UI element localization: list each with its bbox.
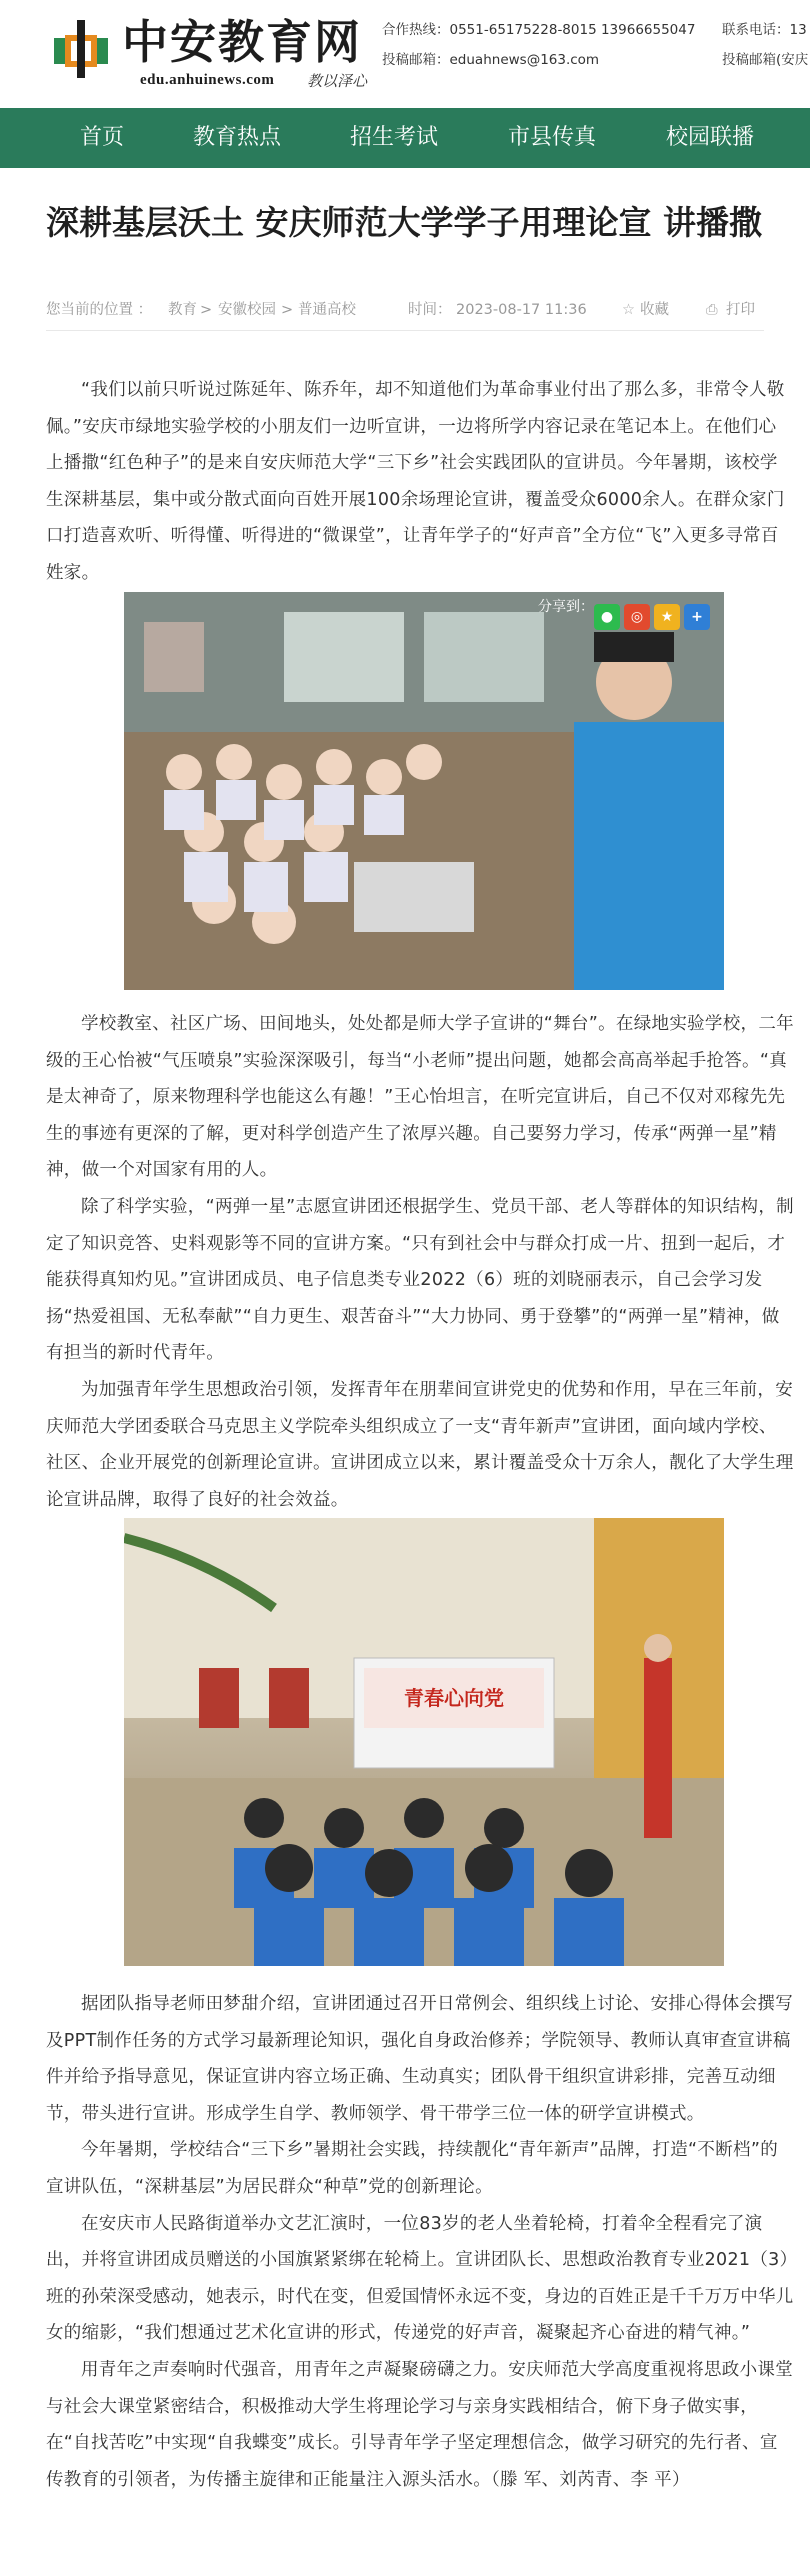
main-nav [0,108,810,168]
site-header [0,0,810,108]
article-body-end [46,1986,794,2498]
article-paragraph: 在安庆市人民路街道举办文艺汇演时，一位83岁的老人坐着轮椅，打着伞全程看完了演出，并将宣讲团成员赠送的小国旗紧紧绑在轮椅上。宣讲团队长、思想政治教育专业2021（3）班的孙荣深受感动，她表示，时代在变，但爱国情怀永远不变，身边的百姓正是千千万万中华儿女的缩影，“我们想通过艺术化宣讲的形式，传递党的好声音，凝聚起齐心奋进的精气神。” [46,2213,794,2344]
right-hotline: 联系电话：13 [722,22,807,38]
qzone-icon[interactable]: ★ [654,604,680,630]
article-photo-science-lesson [124,592,724,990]
hotline-label: 合作热线： [382,22,450,38]
breadcrumb-item-anhui-campus[interactable]: 安徽校园 [218,302,276,318]
breadcrumb-label: 您当前的位置 ： [46,302,153,318]
article-body-middle [46,1006,794,1518]
meta-divider [46,330,764,331]
site-logo[interactable] [52,16,382,96]
favorite-button[interactable]: 收藏 [640,302,669,318]
article-paragraph: 除了科学实验，“两弹一星”志愿宣讲团还根据学生、党员干部、老人等群体的知识结构，制定了知识竞答、史料观影等不同的宣讲方案。“只有到社会中与群众打成一片、扭到一起后，才能获得真知灼见。”宣讲团成员、电子信息类专业2022（6）班的刘晓丽表示，自己会学习发扬“热爱祖国、无私奉献”“自力更生、艰苦奋斗”“大力协同、勇于登攀”的“两弹一星”精神，做有担当的新时代青年。 [46,1196,794,1364]
breadcrumb-item-education[interactable]: 教育 [168,302,197,318]
article-photo-lecture-room [124,1518,724,1966]
nav-item-education-hot[interactable]: 教育热点 [193,125,282,150]
article-paragraph: 用青年之声奏响时代强音，用青年之声凝聚磅礴之力。安庆师范大学高度重视将思政小课堂与社会大课堂紧密结合，积极推动大学生将理论学习与亲身实践相结合，俯下身子做实事，在“自找苦吃”中实现“自我蝶变”成长。引导青年学子坚定理想信念，做学习研究的先行者、宣传教育的引领者，为传播主旋律和正能量注入源头活水。（滕 军、刘芮青、李 平） [46,2359,793,2490]
email-label: 投稿邮箱： [382,52,450,68]
breadcrumb-sep: > [200,302,213,318]
nav-item-county-news[interactable]: 市县传真 [508,125,597,150]
photo-illustration [124,1518,724,1966]
nav-item-campus-broadcast[interactable]: 校园联播 [666,125,755,150]
article-paragraph: 今年暑期，学校结合“三下乡”暑期社会实践，持续靓化“青年新声”品牌，打造“不断档”的宣讲队伍，“深耕基层”为居民群众“种草”党的创新理论。 [46,2140,778,2197]
article-paragraph: 为加强青年学生思想政治引领，发挥青年在朋辈间宣讲党史的优势和作用，早在三年前，安庆师范大学团委联合马克思主义学院牵头组织成立了一支“青年新声”宣讲团，面向域内学校、社区、企业开展党的创新理论宣讲。宣讲团成立以来，累计覆盖受众十万余人，靓化了大学生理论宣讲品牌，取得了良好的社会效益。 [46,1379,794,1510]
nav-item-home[interactable]: 首页 [80,125,125,150]
plus-icon[interactable]: + [684,604,710,630]
time-value: 2023-08-17 11:36 [456,302,587,318]
photo-banner-text: 青春心向党 [404,1686,504,1710]
email-value[interactable]: eduahnews@163.com [449,52,600,68]
star-icon[interactable]: ☆ [622,302,635,318]
photo-illustration [124,592,724,990]
right-email: 投稿邮箱(安庆 [722,52,809,68]
article-paragraph: 学校教室、社区广场、田间地头，处处都是师大学子宣讲的“舞台”。在绿地实验学校，二年级的王心怡被“气压喷泉”实验深深吸引，每当“小老师”提出问题，她都会高高举起手抢答。“真是太神奇了，原来物理科学也能这么有趣！”王心怡坦言，在听完宣讲后，自己不仅对邓稼先先生的事迹有更深的了解，更对科学创造产生了浓厚兴趣。自己要努力学习，传承“两弹一星”精神，做一个对国家有用的人。 [46,1014,794,1181]
submission-email [382,48,599,68]
breadcrumb-sep: > [281,302,294,318]
time-label: 时间： [408,302,452,318]
article-title: 深耕基层沃土 安庆师范大学学子用理论宣 讲播撒 [46,203,762,242]
hotline [382,18,695,38]
article-paragraph: “我们以前只听说过陈延年、陈乔年，却不知道他们为革命事业付出了那么多，非常令人敬佩。”安庆市绿地实验学校的小朋友们一边听宣讲，一边将所学内容记录在笔记本上。在他们心上播撒“红色种子”的是来自安庆师范大学“三下乡”社会实践团队的宣讲员。今年暑期，该校学生深耕基层，集中或分散式面向百姓开展100余场理论宣讲，覆盖受众6000余人。在群众家门口打造喜欢听、听得懂、听得进的“微课堂”，让青年学子的“好声音”全方位“飞”入更多寻常百姓家。 [46,380,785,583]
logo-slogan: 教以泽心 [307,72,368,90]
breadcrumb-item-universities[interactable]: 普通高校 [298,302,356,318]
logo-title: 中安教育网 [122,15,362,69]
wechat-icon[interactable]: ● [594,604,620,630]
logo-url: edu.anhuinews.com [140,72,275,88]
article-paragraph: 据团队指导老师田梦甜介绍，宣讲团通过召开日常例会、组织线上讨论、安排心得体会撰写及PPT制作任务的方式学习最新理论知识，强化自身政治修养；学院领导、教师认真审查宣讲稿件并给予指导意见，保证宣讲内容立场正确、生动真实；团队骨干组织宣讲彩排，完善互动细节，带头进行宣讲。形成学生自学、教师领学、骨干带学三位一体的研学宣讲模式。 [46,1994,793,2124]
article-body-intro [46,372,794,592]
hotline-value: 0551-65175228-8015 13966655047 [449,22,696,38]
printer-icon[interactable]: ⎙ [706,302,718,318]
print-button[interactable]: 打印 [726,302,755,318]
nav-item-admission-exam[interactable]: 招生考试 [350,125,439,150]
logo-mark-icon [52,18,110,80]
share-label: 分享到： [538,599,594,615]
article-meta [46,298,766,322]
weibo-icon[interactable]: ◎ [624,604,650,630]
